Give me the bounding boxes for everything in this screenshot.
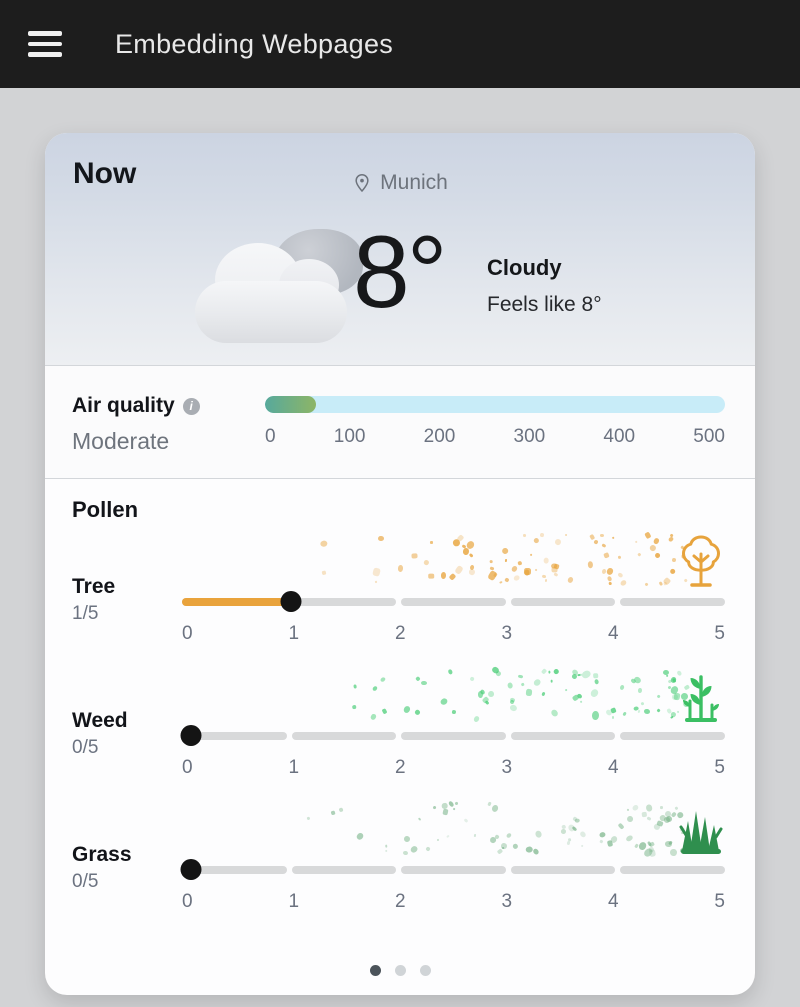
slider-tick-label: 0 [182,891,193,912]
tree-icon [677,533,725,591]
pollen-particles [182,531,725,589]
grass-icon [677,801,725,859]
pollen-heading: Pollen [72,497,139,522]
air-quality-status: Moderate [72,428,170,454]
pollen-row-grass [72,797,725,913]
slider-tick-label: 0 [182,757,193,778]
slider-tick-label: 5 [714,891,725,912]
slider-tick-label: 1 [288,623,300,644]
slider-tick-label: 4 [607,891,619,912]
slider-tick-label: 0 [182,623,193,644]
slider-scale [182,623,725,645]
slider-knob[interactable] [280,591,301,612]
pollen-particles [182,799,725,857]
pollen-score-label: 0/5 [72,871,99,892]
cloud-illustration [195,225,345,343]
pollen-section [45,479,755,913]
location[interactable] [45,171,755,195]
pollen-score-label: 0/5 [72,737,99,758]
slider-tick-label: 3 [501,891,513,912]
pollen-type-label: Weed [72,709,128,732]
slider-tick-label: 4 [607,757,619,778]
location-pin-icon [352,172,372,195]
slider-tick-label: 5 [714,623,725,644]
slider-tick-label: 1 [288,891,300,912]
pollen-slider[interactable] [182,859,725,880]
info-icon[interactable]: i [183,398,200,415]
condition-block [487,255,602,317]
pollen-slider[interactable] [182,725,725,746]
page-background [0,88,800,1007]
air-quality-scale [265,426,725,448]
air-quality-tick-label: 0 [265,426,276,447]
air-quality-tick-label: 500 [693,426,725,447]
air-quality-tick-label: 400 [603,426,636,447]
app-header [0,0,800,88]
air-quality-tick-label: 300 [513,426,546,447]
now-heading: Now [73,157,137,190]
slider-track[interactable] [182,732,725,740]
air-quality-title: Air quality [72,394,175,417]
slider-scale [182,757,725,779]
app-title: Embedding Webpages [115,28,394,59]
slider-tick-label: 2 [394,757,406,778]
pollen-type-label: Tree [72,575,116,598]
pollen-type-label: Grass [72,843,132,866]
slider-knob[interactable] [181,859,202,880]
condition-label: Cloudy [487,255,562,280]
location-label: Munich [380,171,448,194]
air-quality-tick-label: 200 [423,426,456,447]
pagination-dots [45,965,755,976]
menu-icon[interactable] [28,31,62,57]
slider-scale [182,891,725,913]
slider-track[interactable] [182,866,725,874]
air-quality-bar [265,396,725,413]
slider-fill [182,598,291,606]
weed-icon [677,667,725,725]
pollen-row-weed [72,663,725,779]
pollen-slider[interactable] [182,591,725,612]
pollen-score-label: 1/5 [72,603,99,624]
air-quality-section [45,366,755,478]
weather-widget-card [45,133,755,995]
slider-tick-label: 5 [714,757,725,778]
slider-tick-label: 4 [607,623,619,644]
slider-knob[interactable] [181,725,202,746]
slider-tick-label: 1 [288,757,300,778]
slider-tick-label: 3 [501,623,513,644]
slider-tick-label: 3 [501,757,513,778]
pagination-dot-3[interactable] [420,965,431,976]
slider-tick-label: 2 [394,891,406,912]
pollen-particles [182,665,725,723]
air-quality-tick-label: 100 [333,426,366,447]
pollen-row-tree [72,529,725,645]
current-weather-section [45,133,755,365]
temperature-value: 8° [353,215,445,329]
pagination-dot-1[interactable] [370,965,381,976]
air-quality-fill [265,396,316,413]
pagination-dot-2[interactable] [395,965,406,976]
feels-like-label: Feels like 8° [487,293,602,316]
slider-tick-label: 2 [394,623,406,644]
